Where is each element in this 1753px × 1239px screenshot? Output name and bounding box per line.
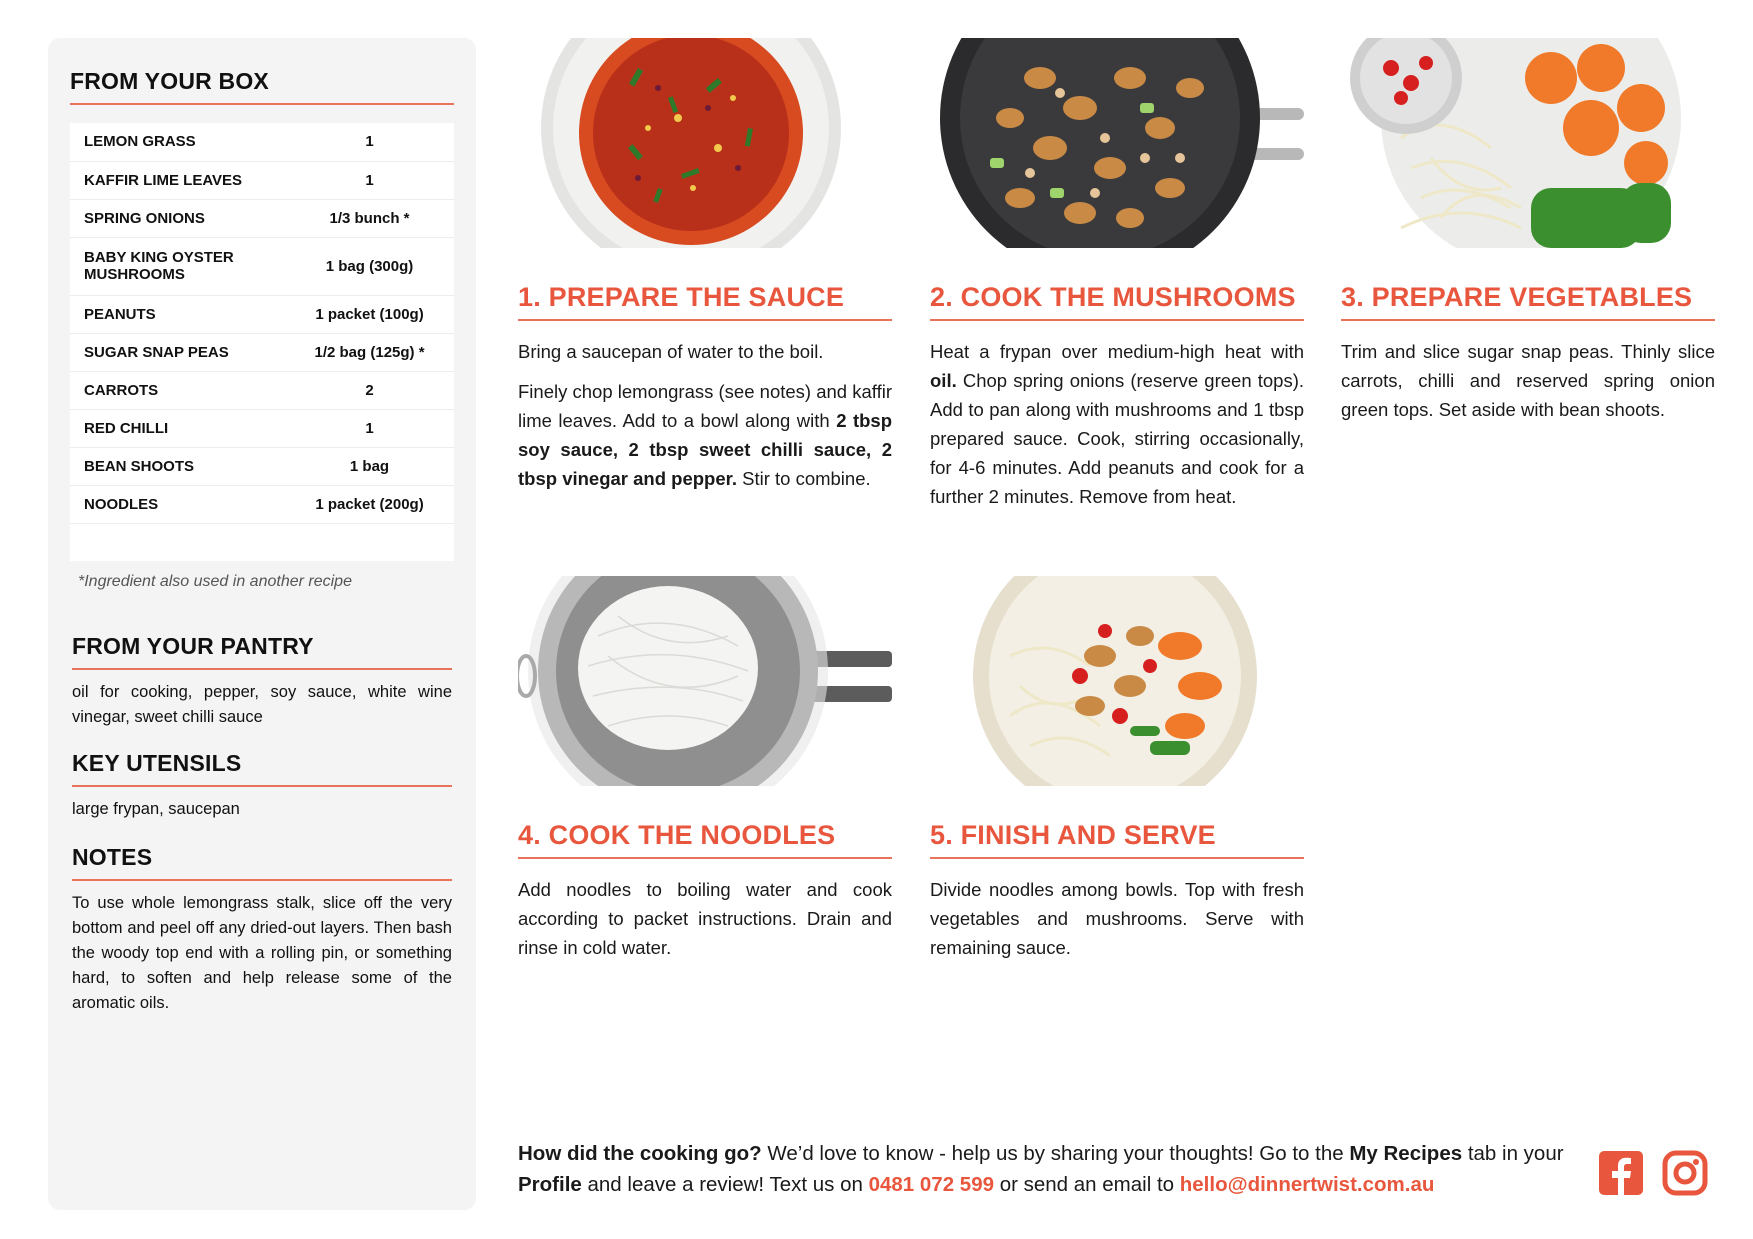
ingredient-qty: 1 packet (100g) bbox=[285, 295, 454, 333]
feedback-footer bbox=[518, 1138, 1568, 1200]
utensils-section bbox=[70, 750, 454, 822]
profile-mention: Profile bbox=[518, 1173, 582, 1196]
table-row bbox=[70, 485, 454, 523]
sauce-bowl-photo bbox=[518, 38, 892, 248]
step-1 bbox=[518, 38, 892, 493]
step-3-text: Trim and slice sugar snap peas. Thinly slice carrots, chilli and reserved spring onion green tops. Set aside with bean shoots. bbox=[1341, 341, 1715, 420]
noodles-strainer-photo bbox=[518, 576, 892, 786]
ingredient-name: RED CHILLI bbox=[70, 409, 285, 447]
step-2-body bbox=[930, 337, 1304, 511]
table-row bbox=[70, 447, 454, 485]
step-3-body bbox=[1341, 337, 1715, 424]
my-recipes-tab-mention: My Recipes bbox=[1349, 1142, 1463, 1165]
utensils-heading: KEY UTENSILS bbox=[72, 750, 452, 787]
ingredient-qty: 1/3 bunch * bbox=[285, 199, 454, 237]
ingredient-qty: 1 bbox=[285, 409, 454, 447]
ingredient-name: LEMON GRASS bbox=[70, 123, 285, 161]
facebook-icon[interactable] bbox=[1598, 1150, 1644, 1196]
noodles-strainer-image bbox=[518, 576, 892, 786]
step-3 bbox=[1341, 38, 1715, 424]
step-3-title: 3. PREPARE VEGETABLES bbox=[1341, 282, 1715, 321]
table-row bbox=[70, 371, 454, 409]
table-row bbox=[70, 199, 454, 237]
ingredient-footnote: *Ingredient also used in another recipe bbox=[78, 573, 352, 590]
ingredient-name: BEAN SHOOTS bbox=[70, 447, 285, 485]
pantry-section bbox=[70, 633, 454, 730]
ingredient-name: NOODLES bbox=[70, 485, 285, 523]
step-4 bbox=[518, 576, 892, 962]
table-row bbox=[70, 161, 454, 199]
ingredient-qty: 1 bag (300g) bbox=[285, 237, 454, 295]
table-row bbox=[70, 333, 454, 371]
ingredient-qty: 1 packet (200g) bbox=[285, 485, 454, 523]
footer-text-3: and leave a review! Text us on bbox=[581, 1173, 869, 1196]
table-row bbox=[70, 237, 454, 295]
ingredients-table bbox=[70, 123, 454, 561]
step-1-text-2c: Stir to combine. bbox=[736, 468, 871, 489]
footer-text-4: or send an email to bbox=[994, 1173, 1180, 1196]
step-1-body bbox=[518, 337, 892, 493]
step-2-text-c: Chop spring onions (reserve green tops). Add to pan along with mushrooms and 1 tbsp prepared sauce. Cook, stirring occasionally, for 4-6 minutes. Add peanuts and cook for a further 2 minutes. Remove from heat. bbox=[930, 370, 1304, 507]
step-1-text-2 bbox=[518, 377, 892, 493]
ingredient-name: SPRING ONIONS bbox=[70, 199, 285, 237]
notes-heading: NOTES bbox=[72, 844, 452, 881]
finished-dish-image bbox=[930, 576, 1304, 786]
social-links bbox=[1598, 1150, 1708, 1196]
ingredient-qty: 1 bag bbox=[285, 447, 454, 485]
step-2-text-a: Heat a frypan over medium-high heat with bbox=[930, 341, 1304, 362]
ingredient-name: KAFFIR LIME LEAVES bbox=[70, 161, 285, 199]
ingredient-qty: 2 bbox=[285, 371, 454, 409]
ingredient-name: CARROTS bbox=[70, 371, 285, 409]
step-5 bbox=[930, 576, 1304, 962]
utensils-text: large frypan, saucepan bbox=[72, 800, 240, 818]
ingredient-name: PEANUTS bbox=[70, 295, 285, 333]
table-row bbox=[70, 409, 454, 447]
sauce-bowl-image bbox=[518, 38, 892, 248]
ingredient-qty: 1/2 bag (125g) * bbox=[285, 333, 454, 371]
ingredients-sidebar bbox=[48, 38, 476, 1210]
table-spacer-row bbox=[70, 523, 454, 561]
frypan-image bbox=[930, 38, 1304, 248]
step-4-title: 4. COOK THE NOODLES bbox=[518, 820, 892, 859]
step-5-body bbox=[930, 875, 1304, 962]
footer-text-2: tab in your bbox=[1462, 1142, 1564, 1165]
vegetables-plate-image bbox=[1341, 38, 1715, 248]
box-heading: FROM YOUR BOX bbox=[70, 68, 454, 105]
step-2 bbox=[930, 38, 1304, 511]
vegetables-plate-photo bbox=[1341, 38, 1715, 248]
frypan-photo bbox=[930, 38, 1304, 248]
table-row bbox=[70, 123, 454, 161]
ingredient-name: BABY KING OYSTER MUSHROOMS bbox=[70, 237, 285, 295]
step-5-text: Divide noodles among bowls. Top with fresh vegetables and mushrooms. Serve with remaining sauce. bbox=[930, 879, 1304, 958]
notes-section bbox=[70, 844, 454, 1016]
step-1-bold-ingredients: 2 tbsp soy sauce, 2 tbsp sweet chilli sauce, 2 tbsp vinegar and pepper. bbox=[518, 410, 893, 489]
step-4-text: Add noodles to boiling water and cook according to packet instructions. Drain and rinse in cold water. bbox=[518, 879, 892, 958]
instagram-icon[interactable] bbox=[1662, 1150, 1708, 1196]
ingredient-qty: 1 bbox=[285, 161, 454, 199]
finished-dish-photo bbox=[930, 576, 1304, 786]
step-5-title: 5. FINISH AND SERVE bbox=[930, 820, 1304, 859]
pantry-heading: FROM YOUR PANTRY bbox=[72, 633, 452, 670]
email-link[interactable]: hello@dinnertwist.com.au bbox=[1179, 1173, 1435, 1196]
footer-text-1: We’d love to know - help us by sharing your thoughts! Go to the bbox=[761, 1142, 1350, 1165]
step-2-bold-oil: oil. bbox=[930, 370, 957, 391]
table-row bbox=[70, 295, 454, 333]
step-2-title: 2. COOK THE MUSHROOMS bbox=[930, 282, 1304, 321]
notes-text: To use whole lemongrass stalk, slice off the very bottom and peel off any dried-out layers. Then bash the woody top end with a rolling pin, or something hard, to soften and help release some of the aromatic oils. bbox=[72, 894, 452, 1012]
step-2-text bbox=[930, 337, 1304, 511]
pantry-text: oil for cooking, pepper, soy sauce, white wine vinegar, sweet chilli sauce bbox=[72, 683, 452, 726]
ingredient-qty: 1 bbox=[285, 123, 454, 161]
step-4-body bbox=[518, 875, 892, 962]
step-1-title: 1. PREPARE THE SAUCE bbox=[518, 282, 892, 321]
step-1-text-2a: Finely chop lemongrass (see notes) and kaffir lime leaves. Add to a bowl along with bbox=[518, 381, 892, 431]
step-1-text-1: Bring a saucepan of water to the boil. bbox=[518, 341, 824, 362]
footer-question: How did the cooking go? bbox=[518, 1142, 762, 1165]
ingredient-name: SUGAR SNAP PEAS bbox=[70, 333, 285, 371]
phone-number[interactable]: 0481 072 599 bbox=[868, 1173, 994, 1196]
